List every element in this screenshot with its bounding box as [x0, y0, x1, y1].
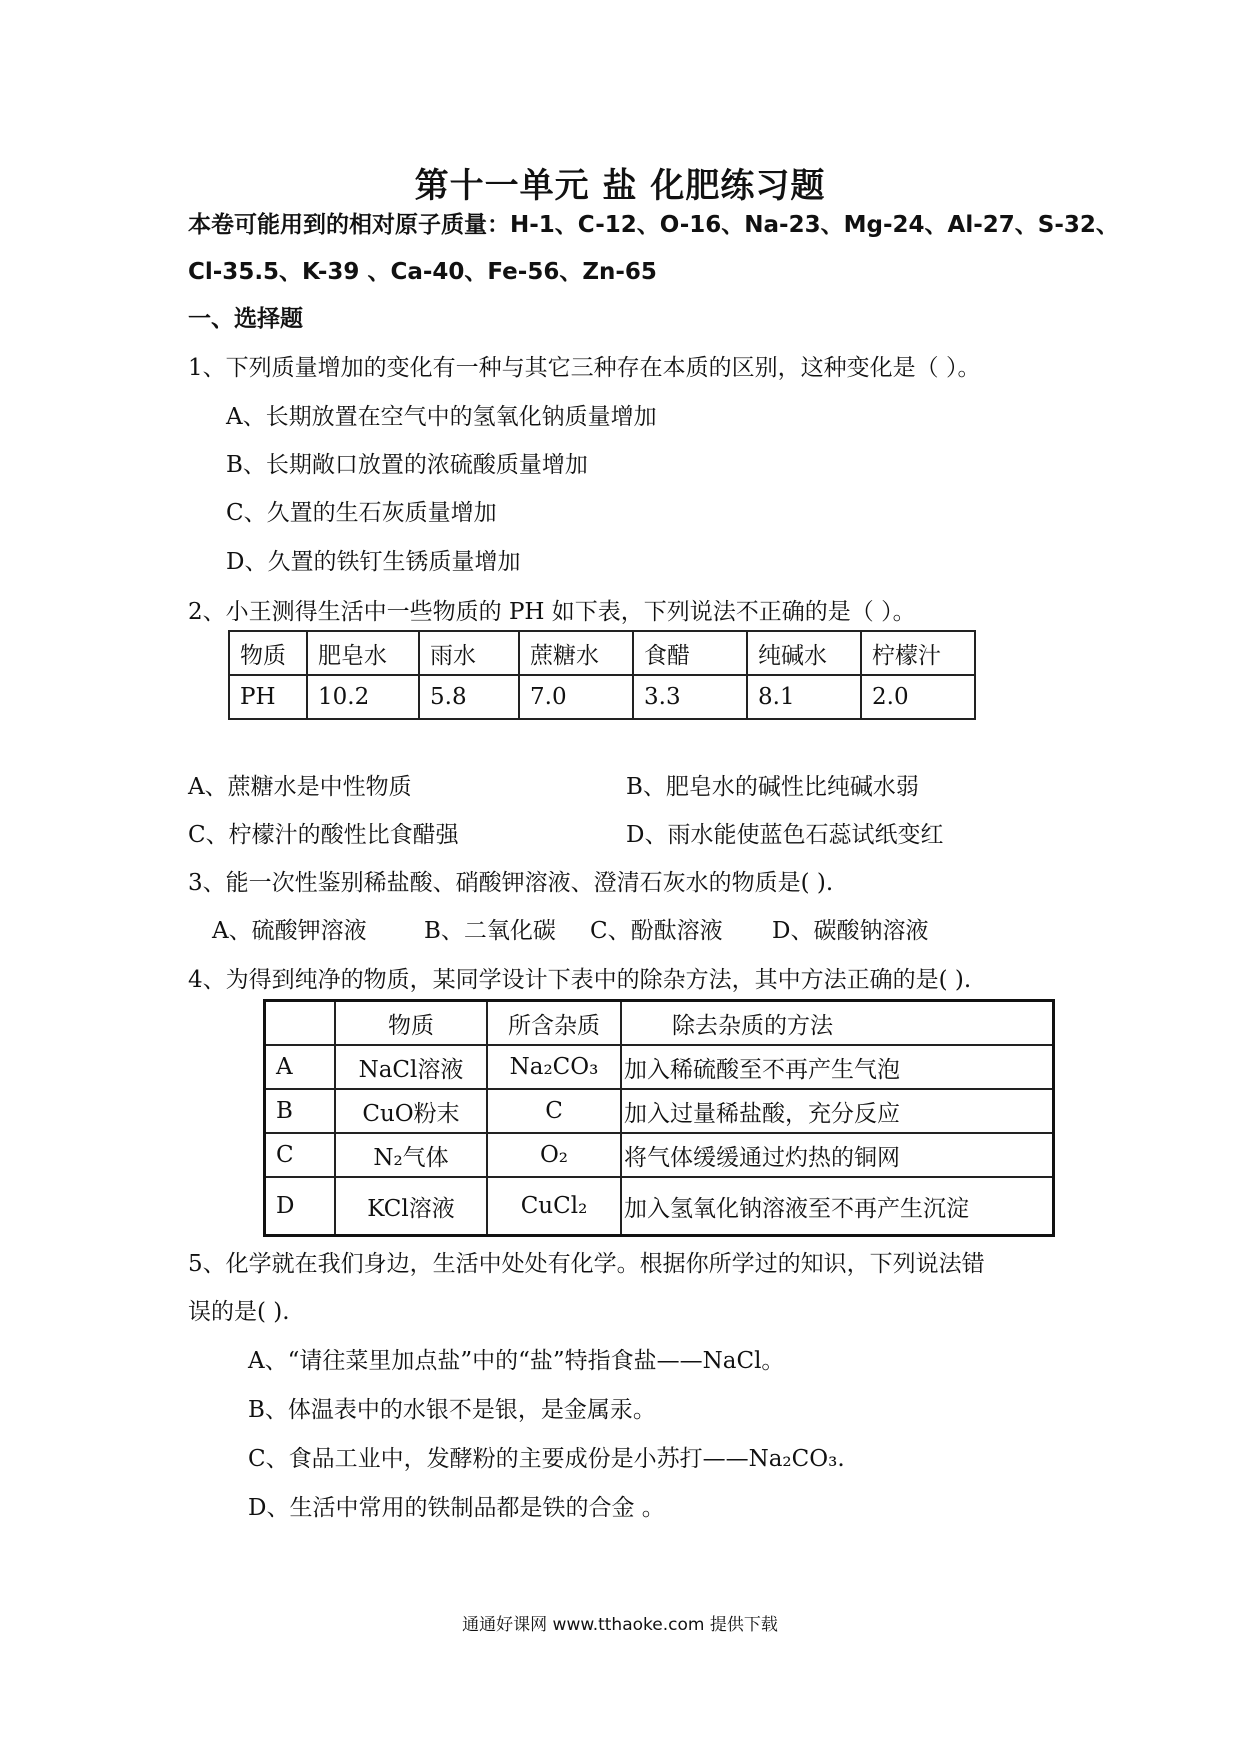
impurity-table-row [265, 1045, 1054, 1089]
impurity-table-cell: N₂气体 [335, 1133, 487, 1177]
ph-table-cell: 3.3 [633, 675, 747, 719]
impurity-table-cell: D [265, 1177, 336, 1236]
ph-table-cell: 8.1 [747, 675, 861, 719]
question-3-stem: 3、能一次性鉴别稀盐酸、硝酸钾溶液、澄清石灰水的物质是( ). [188, 870, 834, 896]
impurity-table-cell: CuO粉末 [335, 1089, 487, 1133]
impurity-table-row [265, 1133, 1054, 1177]
ph-table [228, 630, 976, 720]
section-heading: 一、选择题 [188, 306, 303, 332]
question-2-option-d: D、雨水能使蓝色石蕊试纸变红 [626, 822, 944, 848]
question-2-stem: 2、小王测得生活中一些物质的 PH 如下表，下列说法不正确的是（ ）。 [188, 599, 916, 625]
impurity-table [263, 999, 1055, 1237]
question-5-stem-line-2: 误的是( ). [188, 1299, 290, 1325]
impurity-table-cell: A [265, 1045, 336, 1089]
ph-table-cell: 5.8 [419, 675, 519, 719]
impurity-table-cell: 物质 [335, 1001, 487, 1046]
atomic-mass-line-2: Cl-35.5、K-39 、Ca-40、Fe-56、Zn-65 [188, 259, 657, 285]
impurity-table-cell: 除去杂质的方法 [621, 1001, 1054, 1046]
question-1-stem: 1、下列质量增加的变化有一种与其它三种存在本质的区别，这种变化是（ ）。 [188, 355, 981, 381]
question-5-option-c: C、食品工业中，发酵粉的主要成份是小苏打——Na₂CO₃. [248, 1446, 845, 1472]
impurity-table-cell: C [265, 1133, 336, 1177]
impurity-table-cell: Na₂CO₃ [487, 1045, 621, 1089]
question-3-option-a: A、硫酸钾溶液 [212, 918, 367, 944]
question-5-option-a: A、“请往菜里加点盐”中的“盐”特指食盐——NaCl。 [248, 1348, 785, 1374]
question-3-option-b: B、二氧化碳 [424, 918, 556, 944]
ph-table-cell: 食醋 [633, 631, 747, 675]
impurity-table-cell: KCl溶液 [335, 1177, 487, 1236]
impurity-table-header-row [265, 1001, 1054, 1046]
impurity-table-cell [265, 1001, 336, 1046]
question-5-option-b: B、体温表中的水银不是银，是金属汞。 [248, 1397, 656, 1423]
question-5-stem-line-1: 5、化学就在我们身边，生活中处处有化学。根据你所学过的知识，下列说法错 [188, 1251, 985, 1277]
question-2-option-b: B、肥皂水的碱性比纯碱水弱 [626, 774, 919, 800]
ph-table-cell: 物质 [229, 631, 307, 675]
ph-table-cell: PH [229, 675, 307, 719]
question-1-option-b: B、长期敞口放置的浓硫酸质量增加 [226, 452, 588, 478]
question-2-option-c: C、柠檬汁的酸性比食醋强 [188, 822, 459, 848]
impurity-table-cell: 加入过量稀盐酸，充分反应 [621, 1089, 1054, 1133]
impurity-table-cell: NaCl溶液 [335, 1045, 487, 1089]
ph-table-cell: 肥皂水 [307, 631, 419, 675]
impurity-table-cell: 加入稀硫酸至不再产生气泡 [621, 1045, 1054, 1089]
ph-table-header-row [229, 631, 975, 675]
impurity-table-cell: 将气体缓缓通过灼热的铜网 [621, 1133, 1054, 1177]
question-1-option-a: A、长期放置在空气中的氢氧化钠质量增加 [226, 404, 657, 430]
question-3-option-d: D、碳酸钠溶液 [772, 918, 929, 944]
impurity-table-row [265, 1089, 1054, 1133]
page-title: 第十一单元 盐 化肥练习题 [414, 166, 826, 206]
impurity-table-row [265, 1177, 1054, 1236]
question-1-option-d: D、久置的铁钉生锈质量增加 [226, 549, 521, 575]
ph-table-cell: 2.0 [861, 675, 975, 719]
page-footer: 通通好课网 www.tthaoke.com 提供下载 [462, 1615, 778, 1635]
atomic-mass-line-1: 本卷可能用到的相对原子质量：H-1、C-12、O-16、Na-23、Mg-24、Al-27、S-32、 [188, 212, 1119, 238]
ph-table-cell: 蔗糖水 [519, 631, 633, 675]
impurity-table-cell: 加入氢氧化钠溶液至不再产生沉淀 [621, 1177, 1054, 1236]
question-5-option-d: D、生活中常用的铁制品都是铁的合金 。 [248, 1495, 665, 1521]
ph-table-cell: 7.0 [519, 675, 633, 719]
question-1-option-c: C、久置的生石灰质量增加 [226, 500, 497, 526]
question-3-option-c: C、酚酞溶液 [590, 918, 723, 944]
impurity-table-cell: B [265, 1089, 336, 1133]
impurity-table-cell: C [487, 1089, 621, 1133]
ph-table-cell: 雨水 [419, 631, 519, 675]
impurity-table-cell: O₂ [487, 1133, 621, 1177]
ph-table-cell: 纯碱水 [747, 631, 861, 675]
impurity-table-cell: CuCl₂ [487, 1177, 621, 1236]
question-4-stem: 4、为得到纯净的物质，某同学设计下表中的除杂方法，其中方法正确的是( ). [188, 967, 972, 993]
ph-table-value-row [229, 675, 975, 719]
ph-table-cell: 10.2 [307, 675, 419, 719]
ph-table-cell: 柠檬汁 [861, 631, 975, 675]
impurity-table-cell: 所含杂质 [487, 1001, 621, 1046]
question-2-option-a: A、蔗糖水是中性物质 [188, 774, 412, 800]
